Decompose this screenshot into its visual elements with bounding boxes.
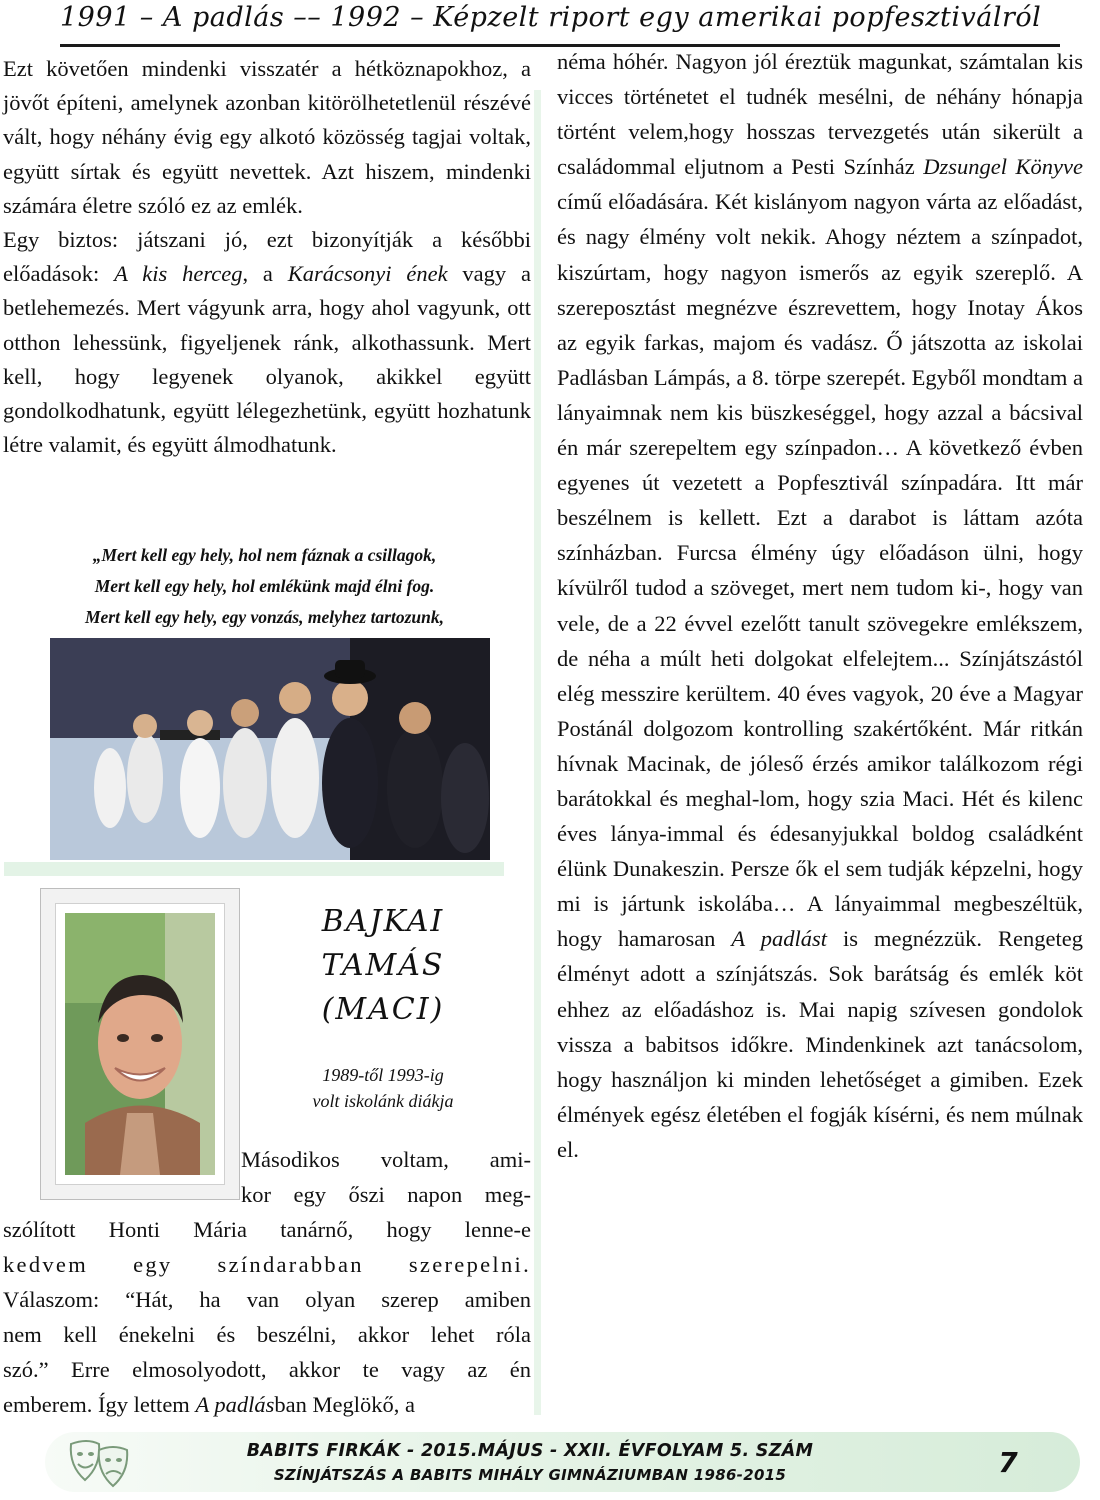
right-column [557, 44, 1083, 1167]
quote-line: „Mert kell egy hely, hol nem fáznak a csillagok, [92, 545, 437, 565]
profile-years: 1989-től 1993-ig [322, 1065, 444, 1085]
bio-line: Másodikos voltam, ami- [241, 1147, 531, 1172]
title-a-padlast: A padlást [731, 926, 827, 952]
profile-name [248, 900, 518, 1032]
paragraph-intro: Ezt követően mindenki visszatér a hétköznapokhoz, a jövőt építeni, amelynek azonban kitörölhetetlenül részévé vált, hogy néhány évig egy alkotó közösség tagjai voltak, együtt sírtak és együtt nevettek. Azt hiszem, mindenki számára életre szóló ez az emlék. [3, 56, 531, 218]
bio-line: emberem. Így lettem A padlásban Meglökő, a [3, 1392, 416, 1417]
song-quote [22, 540, 507, 633]
page-number: 7 [998, 1446, 1018, 1479]
portrait-photo [65, 913, 215, 1175]
title-kis-herceg: A kis herceg [114, 261, 243, 287]
title-karacsonyi-enek: Karácsonyi ének [287, 261, 448, 287]
bio-line: szólított Honti Mária tanárnő, hogy lenne-e [3, 1217, 531, 1242]
bio-line: kedvem egy színdarabban szerepelni. [3, 1252, 531, 1277]
bio-text [3, 1142, 531, 1422]
profile-dates [248, 1062, 518, 1114]
bio-line: szó.” Erre elmosolyodott, akkor te vagy az én [3, 1357, 531, 1382]
paragraph-continued: néma hóhér. Nagyon jól éreztük magunkat, számtalan kis vicces történetet el tudnék mesélni, de néhány hónapja történt velem,hogy hosszas tervezgetés után sikerült a családommal eljutnom a Pesti Színház Dzsungel Könyve című előadására. Két kislányom nagyon várta az előadást, és nagy élmény volt nekik. Ahogy néztem a színpadot, kiszúrtam, hogy nagyon ismerős az egyik szereplő. A szereposztást megnézve észrevettem, hogy Inotay Ákos az egyik farkas, majom és vadász. Ő játszotta az iskolai Padlásban Lámpás, a 8. törpe szerepét. Egyből mondtam a lányaimnak nem kis büszkeséggel, hogy azzal a bácsival én már szerepeltem egy színpadon… A következő évben egyenes út vezetett a Popfesztivál színpadára. Itt már beszélnem is kellett. Ezt a darabot is láttam azóta színházban. Furcsa élmény úgy előadáson ülni, hogy kívülről tudod a szöveget, mert nem tudom ki-, hogy van vele, de a 22 évvel ezelőtt tanult szövegekre emlékszem, de néha a múlt heti dolgokat elfelejtem... Színjátszástól elég messzire kerültem. 40 éves vagyok, 20 éve a Magyar Postánál dolgozom kontrolling szakértőként. Már ritkán hívnak Macinak, de jóleső érzés amikor találkozom régi barátokkal és meghal-lom, hogy szia Maci. Hét és kilenc éves lánya-immal és édesanyjukkal boldog családként élünk Dunakeszin. Persze ők el sem tudják képzelni, hogy mi is jártunk iskolába… A lányaimmal megbeszéltük, hogy hamarosan A padlást is megnézzük. Rengeteg élményt adott a színjátszás. Sok barátság és emlék köt ehhez az előadáshoz is. Mai napig szívesen gondolok vissza a babitsos időkre. Mindenkinek azt tanácsolom, hogy használjon ki minden lehetőséget a gimiben. Ezek élmények egész életében el fogják kísérni, és nem múlnak el. [557, 49, 1083, 1162]
footer-subtitle: SZÍNJÁTSZÁS A BABITS MIHÁLY GIMNÁZIUMBAN 1986-2015 [273, 1466, 787, 1484]
title-a-padlas: A padlás [195, 1392, 275, 1417]
quote-line: Mert kell egy hely, egy vonzás, melyhez tartozunk, [84, 607, 445, 627]
bio-line: Válaszom: “Hát, ha van olyan szerep amiben [3, 1287, 531, 1312]
theater-masks-icon [65, 1436, 135, 1490]
bio-line: nem kell énekelni és beszélni, akkor lehet róla [3, 1322, 531, 1347]
profile-name-line: BAJKAI [321, 904, 445, 939]
profile-status: volt iskolánk diákja [312, 1091, 454, 1111]
title-dzsungel-konyve: Dzsungel Könyve [923, 154, 1083, 180]
stage-photo [50, 638, 490, 860]
profile-nickname: (MACI) [321, 992, 445, 1027]
bio-line: kor egy őszi napon meg- [241, 1182, 531, 1207]
quote-line: Mert kell egy hely, hol emlékünk majd élni fog. [94, 576, 435, 596]
section-divider [4, 862, 504, 876]
paragraph-play-is-good: Egy biztos: játszani jó, ezt bizonyítják a későbbi előadások: A kis herceg, a Karácsonyi ének vagy a betlehemezés. Mert vágyunk arra, hogy ahol vagyunk, ott otthon lehessünk, figyeljenek ránk, alkothassunk. Mert kell, hogy legyenek olyanok, akikkel együtt gondolkodhatunk, együtt lélegezhetünk, együtt hozhatunk létre valamit, és együtt álmodhatunk. [3, 227, 531, 458]
profile-name-line: TAMÁS [321, 948, 445, 983]
column-divider [534, 90, 541, 1415]
page-header-title: 1991 – A padlás –– 1992 – Képzelt riport egy amerikai popfesztiválról [60, 2, 1042, 33]
left-column [3, 52, 531, 462]
footer-publication: BABITS FIRKÁK - 2015.MÁJUS - XXII. ÉVFOLYAM 5. SZÁM [246, 1441, 814, 1461]
